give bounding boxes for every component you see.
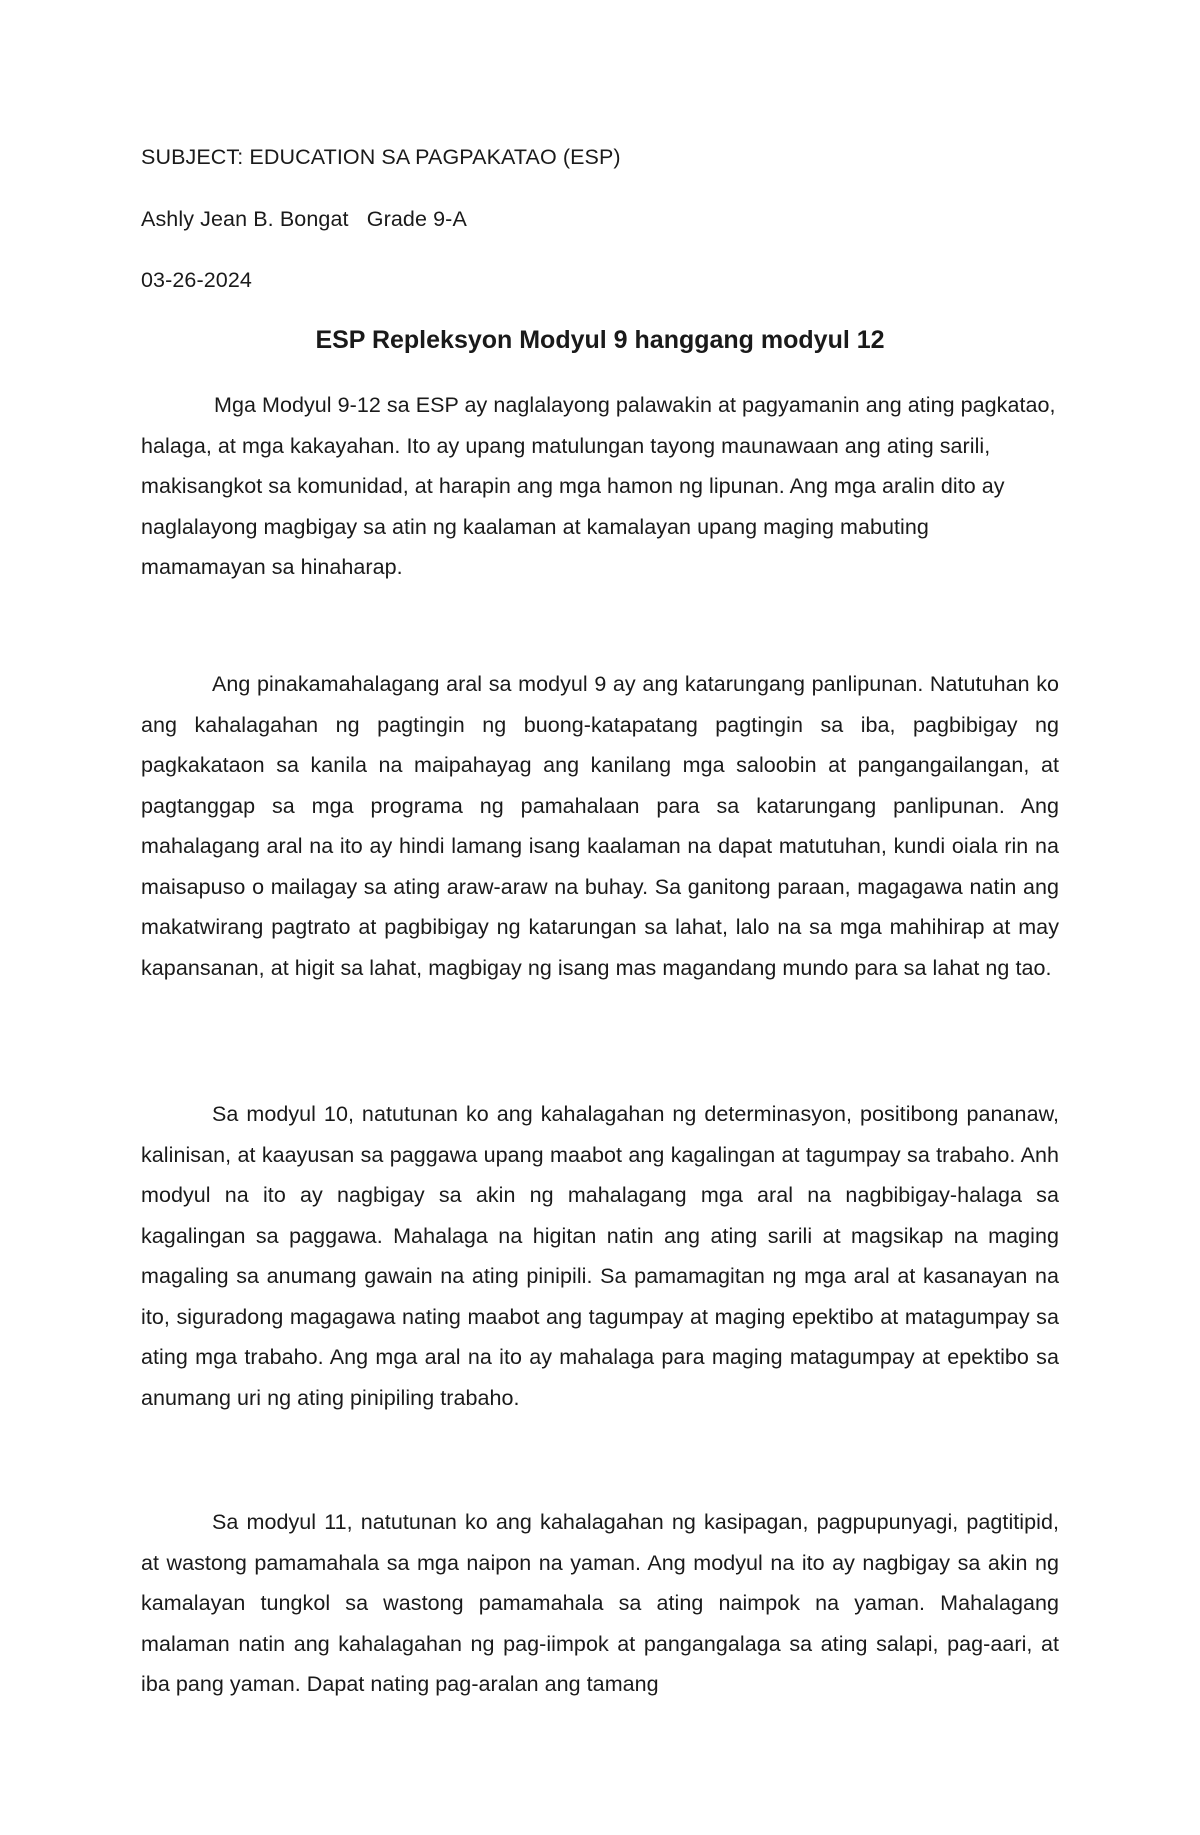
paragraph-modyul-11: Sa modyul 11, natutunan ko ang kahalagahan ng kasipagan, pagpupunyagi, pagtitipid, at wastong pamamahala sa mga naipon na yaman. Ang modyul na ito ay nagbigay sa akin ng kamalayan tungkol sa wastong pamamahala sa ating naimpok na yaman. Mahalagang malaman natin ang kahalagahan ng pag-iimpok at pangangalaga sa ating salapi, pag-aari, at iba pang yaman. Dapat nating pag-aralan ang tamang	[141, 1510, 1059, 1696]
paragraph-intro: Mga Modyul 9-12 sa ESP ay naglalayong palawakin at pagyamanin ang ating pagkatao, halaga, at mga kakayahan. Ito ay upang matulungan tayong maunawaan ang ating sarili, makisangkot sa komunidad, at harapin ang mga hamon ng lipunan. Ang mga aralin dito ay naglalayong magbigay sa atin ng kaalaman at kamalayan upang maging mabuting mamamayan sa hinaharap.	[141, 393, 1056, 579]
paragraph-modyul-10: Sa modyul 10, natutunan ko ang kahalagahan ng determinasyon, positibong pananaw, kalinisan, at kaayusan sa paggawa upang maabot ang kagalingan at tagumpay sa trabaho. Anh modyul na ito ay nagbigay sa akin ng mahalagang mga aral na nagbibigay-halaga sa kagalingan sa paggawa. Mahalaga na higitan natin ang ating sarili at magsikap na maging magaling sa anumang gawain na ating pinipili. Sa pamamagitan ng mga aral at kasanayan na ito, siguradong magagawa nating maabot ang tagumpay at maging epektibo at matagumpay sa ating mga trabaho. Ang mga aral na ito ay mahalaga para maging matagumpay at epektibo sa anumang uri ng ating pinipiling trabaho.	[141, 1102, 1059, 1410]
student-name-grade: Ashly Jean B. Bongat Grade 9-A	[141, 207, 467, 231]
document-date: 03-26-2024	[141, 268, 252, 292]
paragraph-modyul-9: Ang pinakamahalagang aral sa modyul 9 ay ang katarungang panlipunan. Natutuhan ko ang kahalagahan ng pagtingin ng buong-katapatang pagtingin sa iba, pagbibigay ng pagkakataon sa kanila na maipahayag ang kanilang mga saloobin at pangangailangan, at pagtanggap sa mga programa ng pamahalaan para sa katarungang panlipunan. Ang mahalagang aral na ito ay hindi lamang isang kaalaman na dapat matutuhan, kundi oiala rin na maisapuso o mailagay sa ating araw-araw na buhay. Sa ganitong paraan, magagawa natin ang makatwirang pagtrato at pagbibigay ng katarungan sa lahat, lalo na sa mga mahihirap at may kapansanan, at higit sa lahat, magbigay ng isang mas magandang mundo para sa lahat ng tao.	[141, 672, 1059, 980]
document-title: ESP Repleksyon Modyul 9 hanggang modyul 12	[315, 326, 885, 354]
subject-line: SUBJECT: EDUCATION SA PAGPAKATAO (ESP)	[141, 145, 621, 169]
